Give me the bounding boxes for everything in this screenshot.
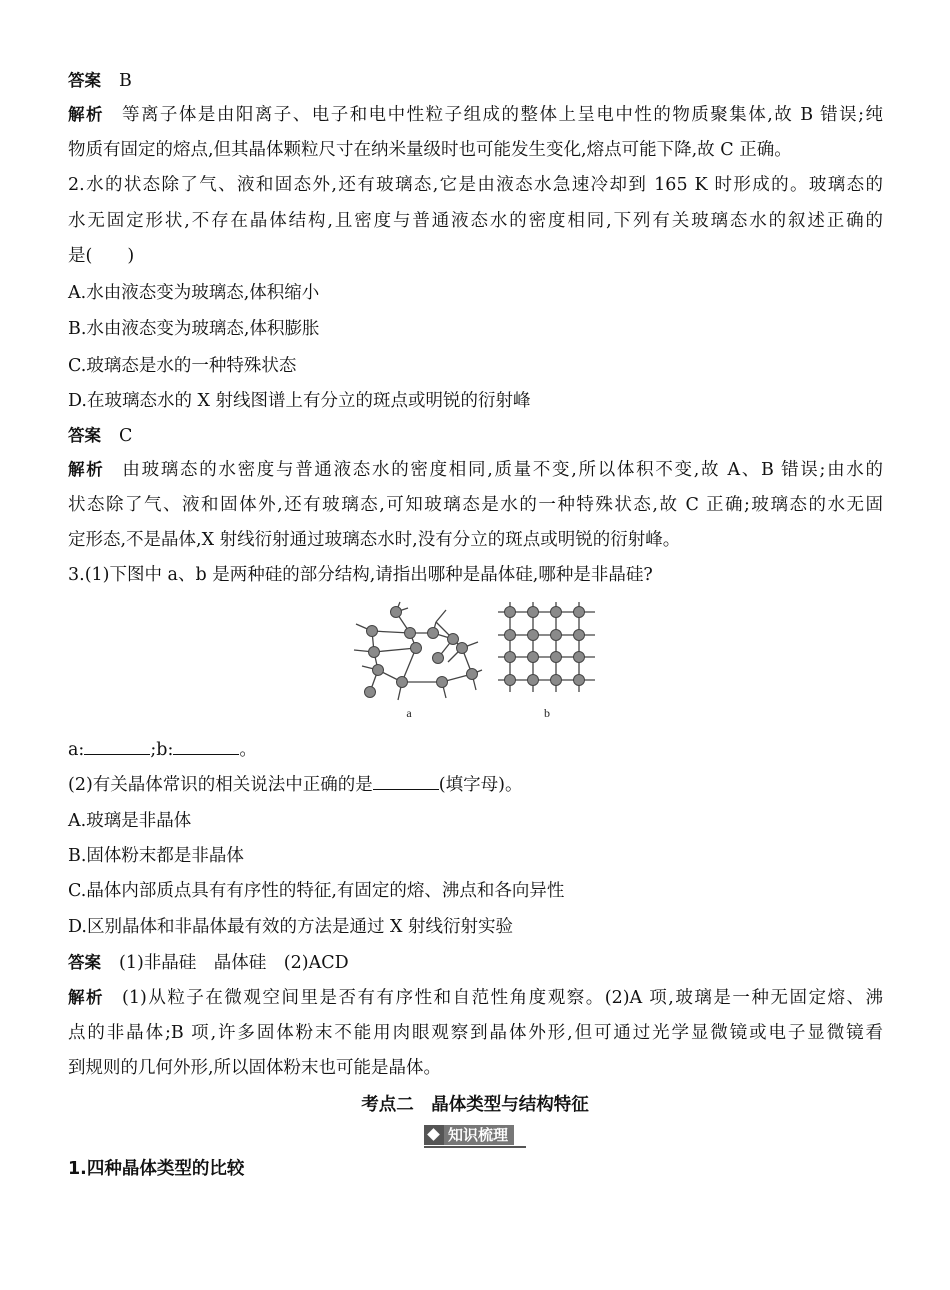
q3-option-a: A.玻璃是非晶体 xyxy=(68,811,192,831)
silicon-structure-figure xyxy=(350,600,610,725)
q1-analysis-line2: 物质有固定的熔点,但其晶体颗粒尺寸在纳米量级时也可能发生变化,熔点可能下降,故 C 正确。 xyxy=(68,140,792,160)
diamond-icon xyxy=(424,1125,444,1145)
q2-analysis-line2: 状态除了气、液和固体外,还有玻璃态,可知玻璃态是水的一种特殊状态,故 C 正确;玻璃态的水无固 xyxy=(68,495,883,515)
q3-answer: (1)非晶硅 晶体硅 (2)ACD xyxy=(119,953,349,973)
analysis-label: 解析 xyxy=(68,988,105,1007)
answer-label: 答案 xyxy=(68,953,101,972)
knowledge-badge: 知识梳理 xyxy=(424,1124,526,1148)
q3-option-b: B.固体粉末都是非晶体 xyxy=(68,846,244,866)
q2-option-d: D.在玻璃态水的 X 射线图谱上有分立的斑点或明锐的衍射峰 xyxy=(68,391,531,411)
amorphous-atoms-a xyxy=(365,607,478,698)
answer-label: 答案 xyxy=(68,71,101,90)
section-title: 考点二 晶体类型与结构特征 xyxy=(361,1095,589,1115)
q2-analysis-line1: 解析 由玻璃态的水密度与普通液态水的密度相同,质量不变,所以体积不变,故 A、B 错误;由水的 xyxy=(68,460,883,480)
q2-option-c: C.玻璃态是水的一种特殊状态 xyxy=(68,356,297,376)
q2-option-a: A.水由液态变为玻璃态,体积缩小 xyxy=(68,283,320,303)
figure-label-a: a xyxy=(406,706,412,720)
answer-label: 答案 xyxy=(68,426,101,445)
crystal-atoms-b xyxy=(505,607,585,686)
q2-option-b: B.水由液态变为玻璃态,体积膨胀 xyxy=(68,319,320,339)
q3-analysis-line2: 点的非晶体;B 项,许多固体粉末不能用肉眼观察到晶体外形,但可通过光学显微镜或电子显微镜看 xyxy=(68,1023,883,1043)
q3-analysis-line3: 到规则的几何外形,所以固体粉末也可能是晶体。 xyxy=(68,1058,442,1078)
q3-analysis-line1: 解析 (1)从粒子在微观空间里是否有有序性和自范性角度观察。(2)A 项,玻璃是一种无固定熔、沸 xyxy=(68,988,884,1008)
blank-b xyxy=(173,738,239,755)
q3-stem: 3.(1)下图中 a、b 是两种硅的部分结构,请指出哪种是晶体硅,哪种是非晶硅? xyxy=(68,565,653,585)
section-subtitle: 1.四种晶体类型的比较 xyxy=(68,1159,245,1179)
q1-answer: B xyxy=(119,71,132,91)
q1-analysis-line1: 解析 等离子体是由阳离子、电子和电中性粒子组成的整体上呈电中性的物质聚集体,故 B 错误;纯 xyxy=(68,105,884,125)
q3-part2: (2)有关晶体常识的相关说法中正确的是 (填字母)。 xyxy=(68,775,523,795)
blank-a xyxy=(84,738,150,755)
blank-part2 xyxy=(373,773,439,790)
q2-analysis-line3: 定形态,不是晶体,X 射线衍射通过玻璃态水时,没有分立的斑点或明锐的衍射峰。 xyxy=(68,530,681,550)
q1-answer-line xyxy=(68,70,883,92)
q3-answer-line xyxy=(68,952,883,974)
analysis-label: 解析 xyxy=(68,460,105,479)
q2-answer-line xyxy=(68,425,883,447)
q2-stem-line1: 2.水的状态除了气、液和固态外,还有玻璃态,它是由液态水急速冷却到 165 K 时形成的。玻璃态的 xyxy=(68,175,883,195)
q3-option-c: C.晶体内部质点具有有序性的特征,有固定的熔、沸点和各向异性 xyxy=(68,881,565,901)
figure-label-b: b xyxy=(544,706,550,720)
analysis-label: 解析 xyxy=(68,105,104,124)
q3-option-d: D.区别晶体和非晶体最有效的方法是通过 X 射线衍射实验 xyxy=(68,917,514,937)
q2-stem-line2: 水无固定形状,不存在晶体结构,且密度与普通液态水的密度相同,下列有关玻璃态水的叙述正确的 xyxy=(68,211,883,231)
q2-stem-line3: 是( ) xyxy=(68,246,135,266)
q2-answer: C xyxy=(119,426,133,446)
q3-blank-line: a: ;b: 。 xyxy=(68,740,257,760)
